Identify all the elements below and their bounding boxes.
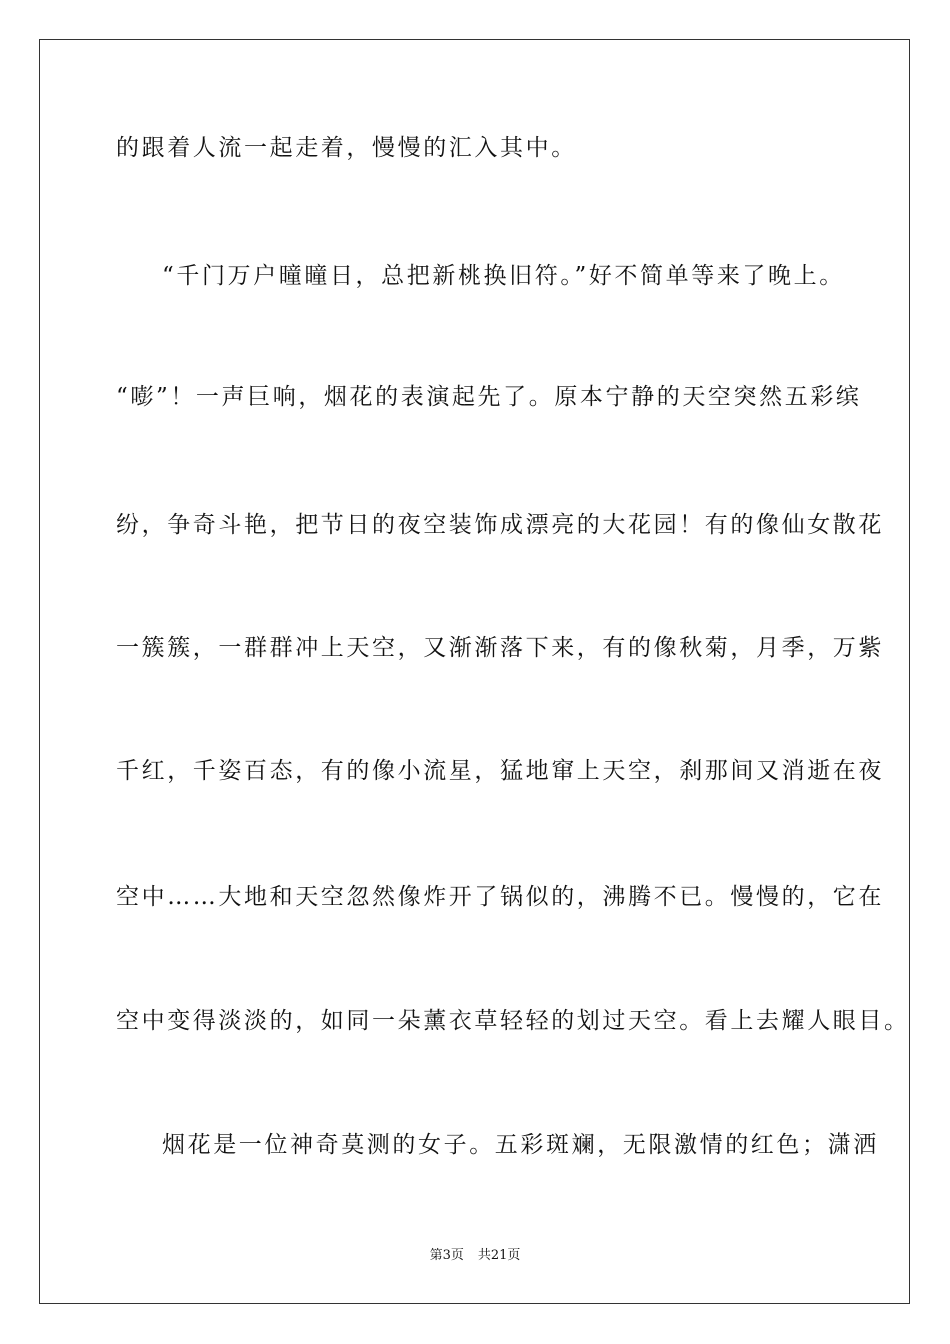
text-line-3: “嘭”！一声巨响，烟花的表演起先了。原本宁静的天空突然五彩缤 xyxy=(116,384,862,410)
page-frame xyxy=(39,39,910,1304)
text-line-1: 的跟着人流一起走着，慢慢的汇入其中。 xyxy=(116,135,577,161)
page-footer xyxy=(0,1247,950,1265)
total-pages: 共21页 xyxy=(477,1248,521,1263)
text-line-4: 纷，争奇斗艳，把节日的夜空装饰成漂亮的大花园！有的像仙女散花 xyxy=(116,512,884,538)
page-number: 第3页 xyxy=(429,1248,464,1263)
text-line-5: 一簇簇，一群群冲上天空，又渐渐落下来，有的像秋菊，月季，万紫 xyxy=(116,635,884,661)
text-line-6: 千红，千姿百态，有的像小流星，猛地窜上天空，刹那间又消逝在夜 xyxy=(116,758,884,784)
text-line-2: “千门万户曈曈日，总把新桃换旧符。”好不简单等来了晚上。 xyxy=(162,263,845,289)
text-line-7: 空中……大地和天空忽然像炸开了锅似的，沸腾不已。慢慢的，它在 xyxy=(116,884,884,910)
text-line-8: 空中变得淡淡的，如同一朵薰衣草轻轻的划过天空。看上去耀人眼目。 xyxy=(116,1008,910,1034)
text-line-9: 烟花是一位神奇莫测的女子。五彩斑斓，无限激情的红色；潇洒 xyxy=(162,1132,879,1158)
